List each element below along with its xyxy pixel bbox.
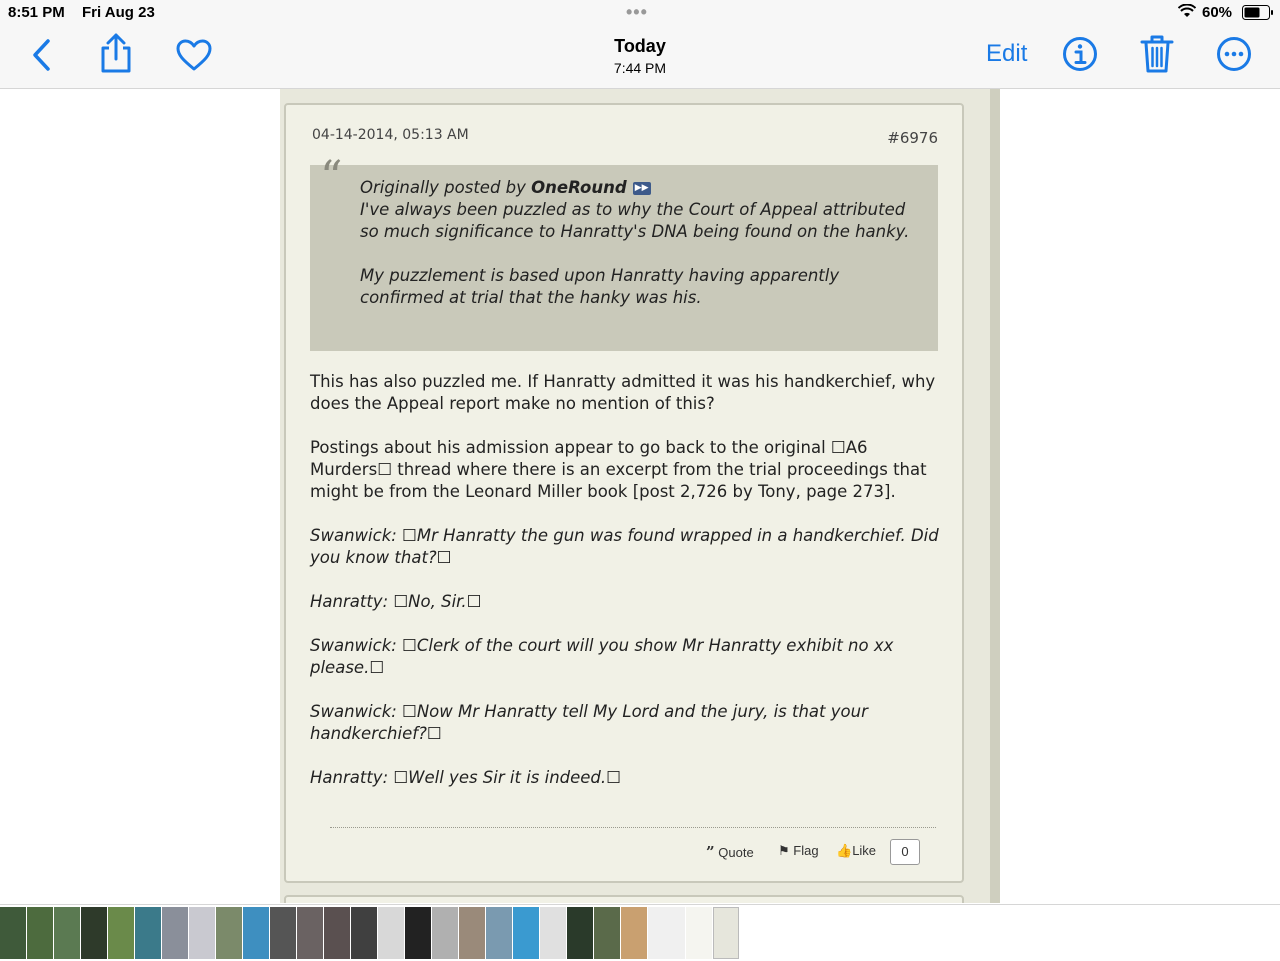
transcript-line: Swanwick: ☐Mr Hanratty the gun was found wrapped in a handkerchief. Did you know that?☐ — [310, 526, 939, 567]
photo-date-title — [540, 36, 740, 76]
photo-thumbnail[interactable] — [216, 907, 242, 959]
share-icon[interactable] — [98, 32, 134, 79]
flag-icon: ⚑ — [778, 843, 790, 858]
trash-icon[interactable] — [1140, 34, 1174, 79]
post-number: #6976 — [887, 129, 938, 147]
photo-thumbnail[interactable] — [648, 907, 685, 959]
photo-thumbnail[interactable] — [0, 907, 26, 959]
photo-thumbnail[interactable] — [513, 907, 539, 959]
next-forum-post — [284, 895, 964, 903]
quote-label: Quote — [718, 845, 754, 860]
photo-thumbnail[interactable] — [686, 907, 712, 959]
photo-thumbnail[interactable] — [243, 907, 269, 959]
more-icon[interactable] — [1216, 36, 1252, 77]
like-label: Like — [852, 843, 877, 858]
quote-mark-icon: “ — [320, 152, 343, 203]
battery-percent: 60% — [1202, 4, 1233, 21]
photo-thumbnail[interactable] — [81, 907, 107, 959]
photo-thumbnail[interactable] — [297, 907, 323, 959]
photo-toolbar — [0, 26, 1280, 89]
photo-thumbnail[interactable] — [713, 907, 739, 959]
photo-viewer[interactable] — [0, 89, 1280, 903]
post-paragraph: Postings about his admission appear to go back to the original ☐A6 Murders☐ thread where there is an excerpt from the trial proceedings that might be from the Leonard Miller book [post 2,726 by Tony, page 273]. — [310, 438, 927, 501]
transcript-line: Swanwick: ☐Clerk of the court will you show Mr Hanratty exhibit no xx please.☐ — [310, 636, 894, 677]
photo-thumbnail[interactable] — [378, 907, 404, 959]
quote-paragraph: My puzzlement is based upon Hanratty having apparently confirmed at trial that the hanky was his. — [360, 266, 840, 307]
thumbnail-strip — [0, 904, 1280, 961]
like-count: 0 — [890, 839, 920, 865]
heart-icon[interactable] — [175, 38, 213, 77]
thumbs-up-icon: 👍 — [836, 843, 853, 858]
quote-icon: ” — [706, 843, 715, 861]
post-date: 04-14-2014, 05:13 AM — [312, 127, 469, 143]
view-post-icon: ▶▶ — [633, 182, 651, 195]
status-date: Fri Aug 23 — [82, 4, 155, 21]
quote-button[interactable] — [706, 843, 754, 861]
photo-thumbnail[interactable] — [621, 907, 647, 959]
transcript-line: Hanratty: ☐No, Sir.☐ — [310, 592, 482, 611]
battery-icon — [1242, 5, 1274, 24]
photo-thumbnail[interactable] — [486, 907, 512, 959]
post-divider — [330, 827, 936, 828]
status-bar — [0, 0, 1280, 26]
quote-block — [310, 152, 938, 351]
photo-thumbnail[interactable] — [27, 907, 53, 959]
wifi-icon — [1178, 4, 1196, 22]
multitasking-dots-icon[interactable]: ••• — [626, 2, 648, 22]
quote-paragraph: I've always been puzzled as to why the Court of Appeal attributed so much significance to Hanratty's DNA being found on the hanky. — [360, 200, 910, 241]
photo-thumbnail[interactable] — [459, 907, 485, 959]
photo-thumbnail[interactable] — [108, 907, 134, 959]
quote-author: OneRound — [531, 178, 627, 197]
photo-thumbnail[interactable] — [594, 907, 620, 959]
transcript-line: Swanwick: ☐Now Mr Hanratty tell My Lord and the jury, is that your handkerchief?☐ — [310, 702, 868, 743]
post-paragraph: This has also puzzled me. If Hanratty admitted it was his handkerchief, why does the Appeal report make no mention of this? — [310, 372, 936, 413]
quote-prefix: Originally posted by — [360, 178, 532, 197]
photo-thumbnail[interactable] — [162, 907, 188, 959]
photo-thumbnail[interactable] — [351, 907, 377, 959]
photo-thumbnail[interactable] — [324, 907, 350, 959]
title-day: Today — [614, 36, 666, 56]
flag-label: Flag — [793, 843, 819, 858]
photo-thumbnail[interactable] — [135, 907, 161, 959]
transcript-line: Hanratty: ☐Well yes Sir it is indeed.☐ — [310, 768, 621, 787]
title-time: 7:44 PM — [613, 60, 667, 76]
forum-post — [284, 103, 964, 883]
info-icon[interactable] — [1062, 36, 1098, 77]
photo-thumbnail[interactable] — [567, 907, 593, 959]
photo-thumbnail[interactable] — [189, 907, 215, 959]
photo-thumbnail[interactable] — [432, 907, 458, 959]
like-button[interactable] — [836, 843, 876, 859]
quote-text — [360, 199, 920, 309]
photo-thumbnail[interactable] — [54, 907, 80, 959]
photo-thumbnail[interactable] — [405, 907, 431, 959]
post-body — [310, 371, 940, 811]
status-time: 8:51 PM — [8, 4, 65, 21]
photo-thumbnail[interactable] — [540, 907, 566, 959]
back-icon[interactable] — [30, 38, 52, 77]
quote-header — [360, 177, 920, 199]
photo-thumbnail[interactable] — [270, 907, 296, 959]
forum-page-sidebar — [990, 89, 1000, 903]
flag-button[interactable] — [778, 843, 819, 859]
edit-button[interactable]: Edit — [986, 40, 1028, 67]
